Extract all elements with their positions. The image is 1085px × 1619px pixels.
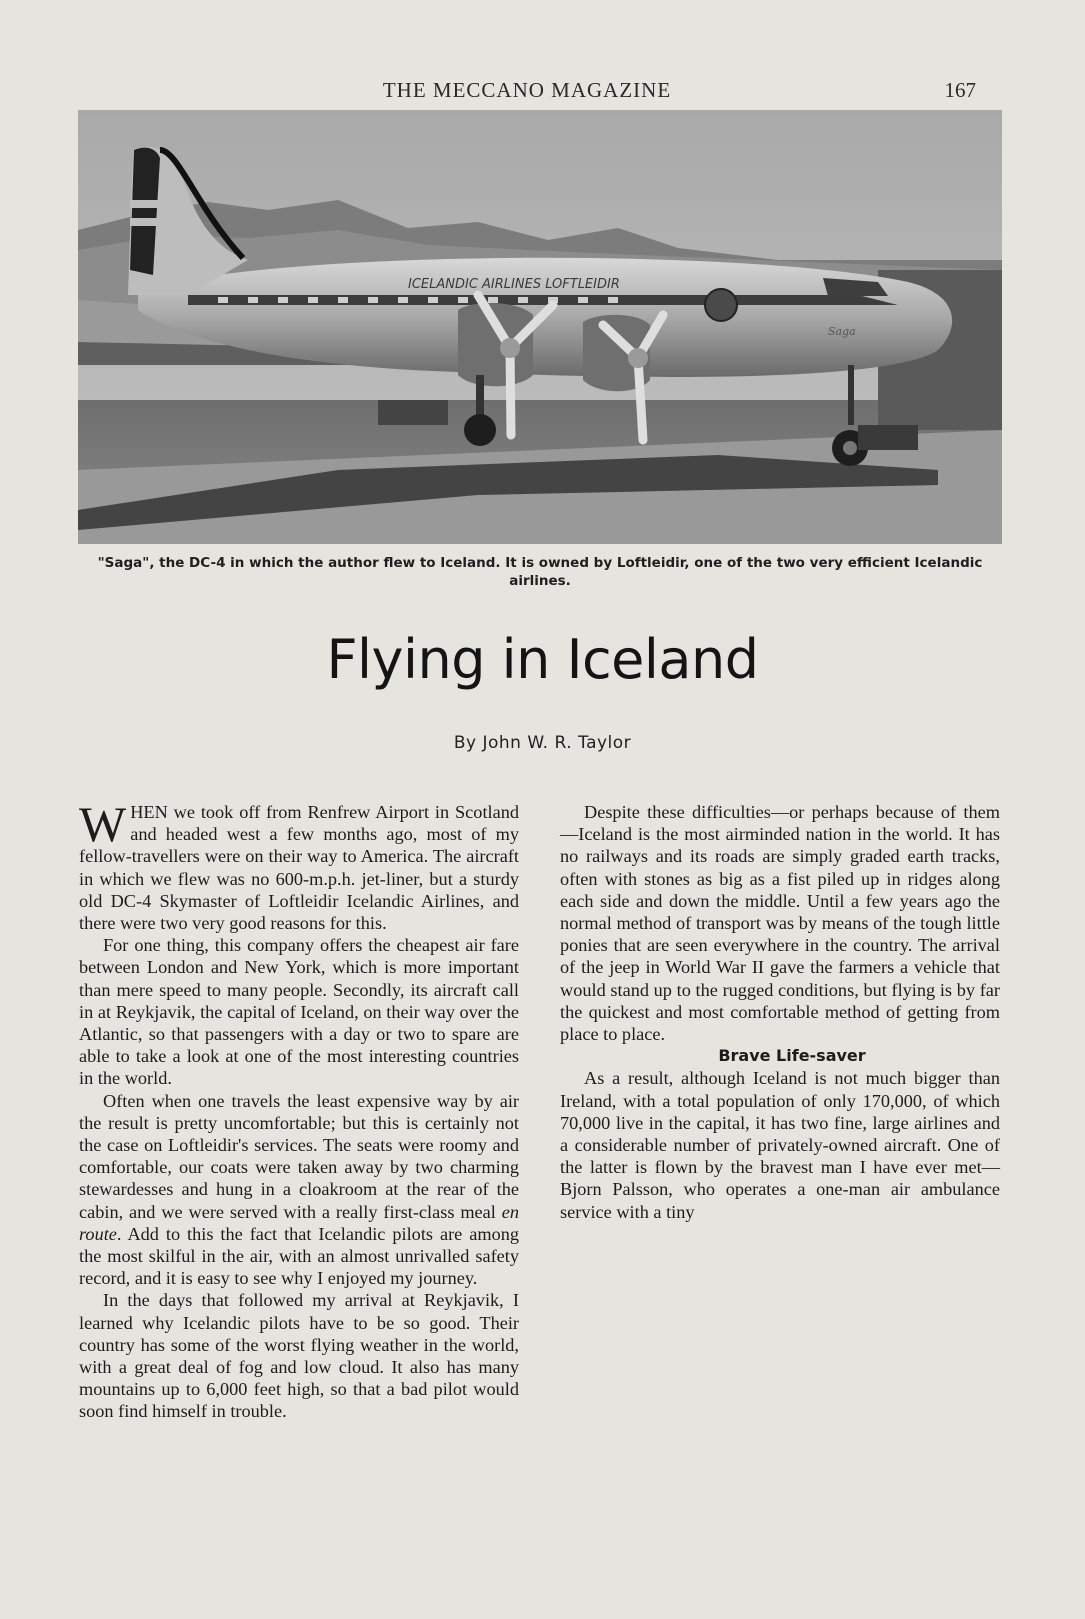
- paragraph-6: As a result, although Iceland is not much bigger than Ireland, with a total population of only 170,000, of which 70,000 live in the capital, it has two fine, large airlines and a considerable number of privately-owned aircraft. One of the latter is flown by the bravest man I have ever met—Bjorn Palsson, who operates a one-man air ambulance service with a tiny: [560, 1068, 1000, 1222]
- dc4-aircraft-illustration: [78, 110, 1002, 544]
- aircraft-photo: [78, 110, 1002, 544]
- paragraph-1-text: HEN we took off from Renfrew Airport in Scotland and headed west a few months ago, most of my fellow-travellers were on their way to America. The aircraft in which we flew was no 600-m.p.h. jet-liner, but a sturdy old DC-4 Skymaster of Loftleidir Icelandic Airlines, and there were two very good reasons for this.: [79, 802, 519, 934]
- paragraph-3: [79, 1090, 519, 1290]
- fuselage-lettering: ICELANDIC AIRLINES LOFTLEIDIR: [408, 277, 620, 292]
- page-number: 167: [944, 78, 976, 102]
- magazine-title: THE MECCANO MAGAZINE: [382, 78, 672, 102]
- paragraph-1: [79, 796, 519, 934]
- paragraph-5: Despite these difficulties—or perhaps because of them—Iceland is the most airminded nation in the world. It has no railways and its roads are simply graded earth tracks, often with stones as big as a fist piled up in ridges along each side and down the middle. Until a few years ago the normal method of transport was by means of the tough little ponies that are seen everywhere in the country. The arrival of the jeep in World War II gave the farmers a vehicle that would stand up to the rugged conditions, but flying is by far the quickest and most comfortable method of getting from place to place.: [560, 802, 1000, 1045]
- photo-caption: "Saga", the DC-4 in which the author flew to Iceland. It is owned by Loftleidir, one of the two very efficient Icelandic airlines.: [97, 555, 983, 589]
- paragraph-3-italic: en route: [79, 1201, 519, 1244]
- article-title: Flying in Iceland: [326, 628, 759, 691]
- paragraph-4: In the days that followed my arrival at Reykjavik, I learned why Icelandic pilots have to be so good. Their country has some of the worst flying weather in the world, with a great deal of fog and low cloud. It also has many mountains up to 6,000 feet high, so that a bad pilot would soon find himself in trouble.: [79, 1290, 519, 1422]
- paragraph-3-text-a: Often when one travels the least expensive way by air the result is pretty uncomfortable; but this is certainly not the case on Loftleidir's services. The seats were roomy and comfortable, our coats were taken away by two charming stewardesses and hung in a cloakroom at the rear of the cabin, and we were served with a really first-class meal: [79, 1090, 519, 1222]
- article-column-left: [79, 796, 519, 1423]
- paragraph-2: For one thing, this company offers the cheapest air fare between London and New York, which is more important than mere speed to many people. Secondly, its aircraft call in at Reykjavik, the capital of Iceland, on their way over the Atlantic, so that passengers with a day or two to spare are able to take a look at one of the most interesting countries in the world.: [79, 935, 519, 1089]
- airline-emblem-icon: [705, 289, 737, 321]
- paragraph-3-text-b: . Add to this the fact that Icelandic pilots are among the most skilful in the air, with an almost unrivalled safety record, and it is easy to see why I enjoyed my journey.: [79, 1223, 519, 1289]
- nose-name-lettering: Saga: [828, 325, 856, 338]
- drop-cap: W: [79, 796, 127, 852]
- page-header: [78, 74, 976, 108]
- article-column-right: [560, 801, 1000, 1223]
- article-byline: By John W. R. Taylor: [453, 733, 632, 753]
- section-subheading: Brave Life-saver: [718, 1046, 866, 1066]
